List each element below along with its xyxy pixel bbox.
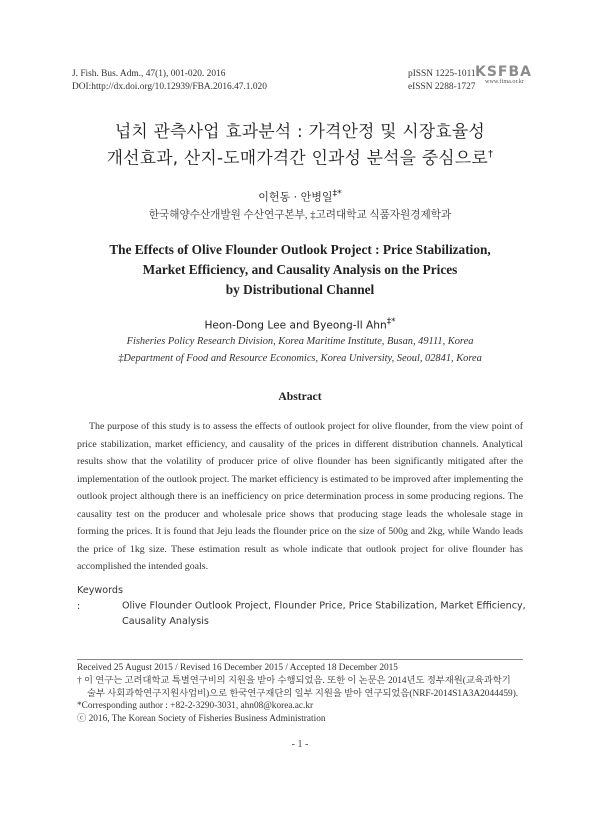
english-title-line2: Market Efficiency, and Causality Analysis on the Prices <box>142 262 458 277</box>
funding-line1: † 이 연구는 고려대학교 특별연구비의 지원을 받아 수행되었음. 또한 이 논문은 2014년도 정부재원(교육과학기 <box>77 676 511 686</box>
journal-citation: J. Fish. Bus. Adm., 47(1), 001-020. 2016 <box>72 69 226 79</box>
doi-link[interactable]: DOI:http://dx.doi.org/10.12939/FBA.2016.47.1.020 <box>72 81 267 92</box>
english-title-line3: by Distributional Channel <box>225 282 375 297</box>
corresponding-author: *Corresponding author : +82-2-3290-3031, ahn08@korea.ac.kr <box>77 701 314 711</box>
korean-author-marks: ‡* <box>332 188 342 199</box>
abstract-heading: Abstract <box>278 390 322 403</box>
english-author-names: Heon-Dong Lee and Byeong-Il Ahn <box>204 319 387 332</box>
pissn: pISSN 1225-1011 <box>408 69 476 79</box>
english-affiliation-2: ‡Department of Food and Resource Economics, Korea University, Seoul, 02841, Korea <box>118 353 482 364</box>
abstract-body: The purpose of this study is to assess the effects of outlook project for olive flounder, from the view point of price stabilization, market efficiency, and causality of the prices in different distribution channels. Analytical results show that the volatility of producer price of olive flounder has been significantly mitigated after the implementation of the outlook project. The market efficiency is estimated to be improved after implementing the outlook project although there is an inefficiency on price determination process in some producing regions. The causality test on the producer and wholesale price shows that producing stage leads the wholesale stage in forming the prices. It is found that Jeju leads the flounder price on the size of 500g and 2kg, while Wando leads the price of 1kg size. These estimation result as whole indicate that outlook project for olive flounder has accomplished the intended goals. <box>77 421 523 572</box>
running-header-right <box>408 68 476 93</box>
english-affiliation-1: Fisheries Policy Research Division, Korea Maritime Institute, Busan, 49111, Korea <box>126 336 474 347</box>
funding-line2: 술부 사회과학연구지원사업비)으로 한국연구재단의 일부 지원을 받아 연구되었음(NRF-2014S1A3A2044459). <box>87 688 519 699</box>
english-author-marks: ‡* <box>386 317 396 327</box>
keywords-label: Keywords : <box>77 585 123 612</box>
korean-title <box>0 120 600 170</box>
korean-title-footnote-mark: † <box>487 149 494 160</box>
english-title <box>0 240 600 300</box>
korean-authors <box>0 188 600 205</box>
received-dates: Received 25 August 2015 / Revised 16 December 2015 / Accepted 18 December 2015 <box>77 663 398 673</box>
keywords-line2: Causality Analysis <box>122 616 209 627</box>
logo-text: KSFBA <box>475 64 533 80</box>
page-number: - 1 - <box>291 739 309 750</box>
funding-note <box>77 675 527 700</box>
journal-logo <box>475 64 537 90</box>
running-header-left <box>72 68 267 93</box>
korean-title-line1: 넙치 관측사업 효과분석 : 가격안정 및 시장효율성 <box>115 121 485 141</box>
korean-title-line2: 개선효과, 산지-도매가격간 인과성 분석을 중심으로 <box>106 147 488 168</box>
keywords-line1: Olive Flounder Outlook Project, Flounder Price, Price Stabilization, Market Efficiency, <box>122 600 526 612</box>
english-title-line1: The Effects of Olive Flounder Outlook Project : Price Stabilization, <box>109 242 491 257</box>
english-authors <box>0 317 600 332</box>
keywords <box>77 583 527 630</box>
korean-author-names: 이헌동 · 안병일 <box>258 190 333 204</box>
copyright-notice: ⓒ 2016, The Korean Society of Fisheries Business Administration <box>77 714 326 724</box>
footnote-rule <box>77 659 523 660</box>
eissn: eISSN 2288-1727 <box>408 81 476 92</box>
korean-affiliation: 한국해양수산개발원 수산연구본부, ‡고려대학교 식품자원경제학과 <box>148 210 452 221</box>
logo-url[interactable]: www.fima.or.kr <box>485 78 524 85</box>
